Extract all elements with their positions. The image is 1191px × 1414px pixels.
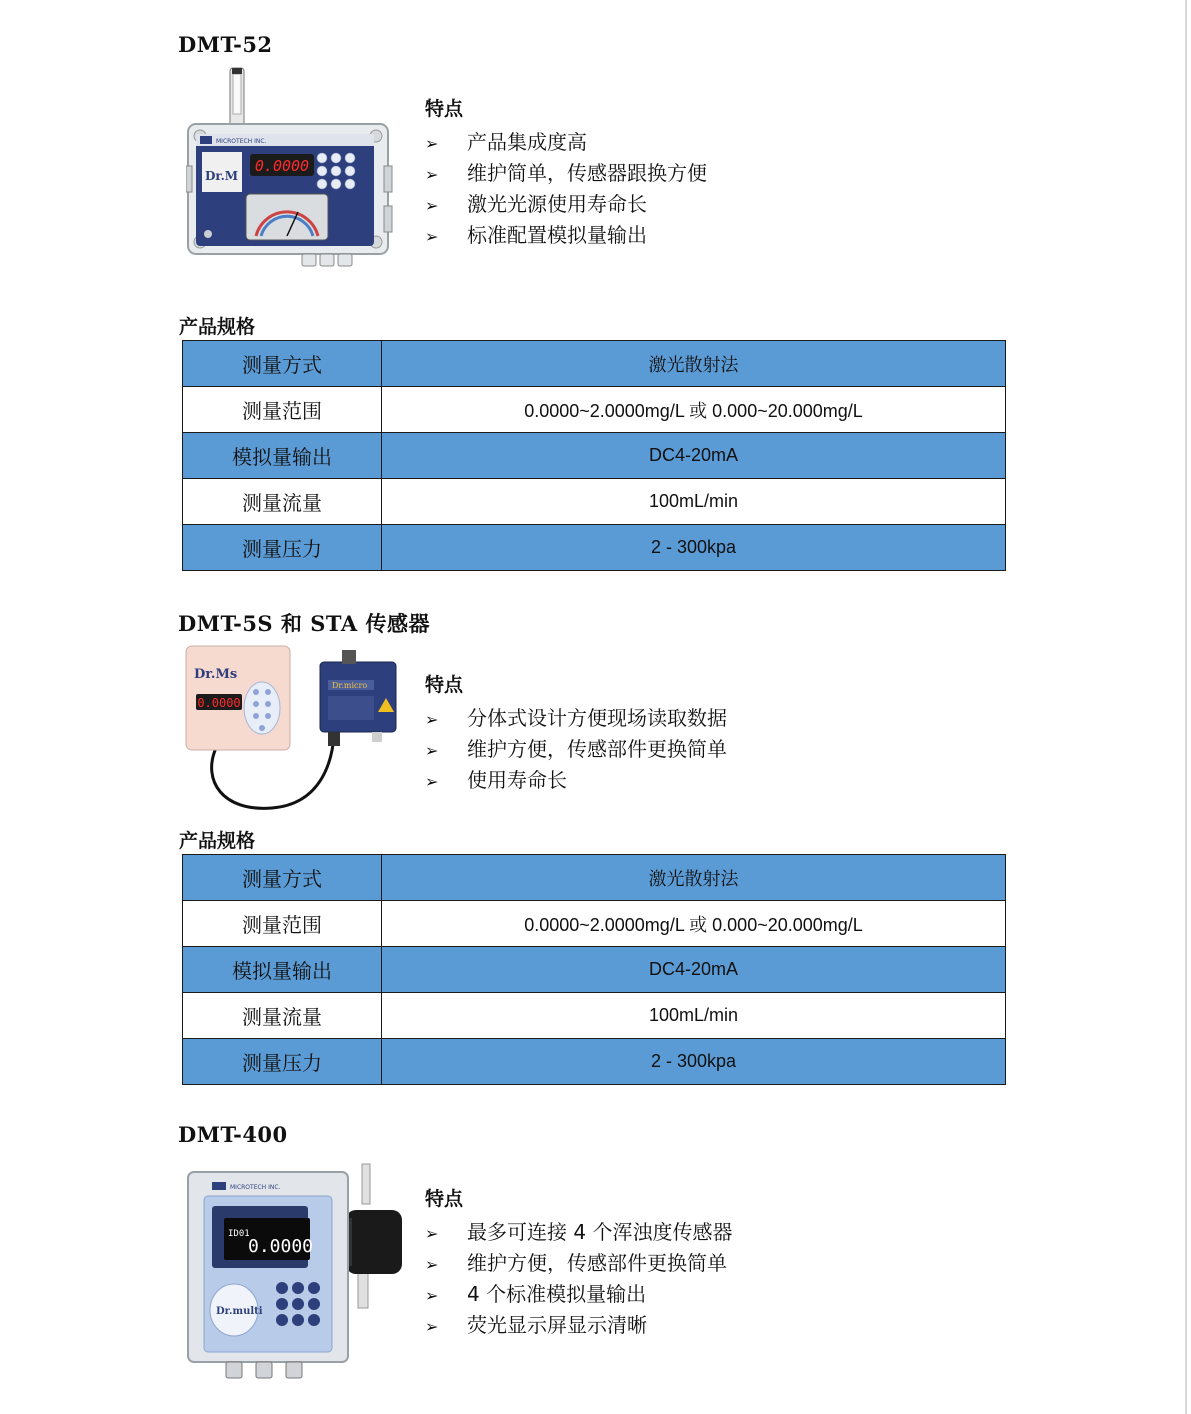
spec-label: 测量流量 [183, 479, 382, 525]
arrow-bullet-icon: ➢ [425, 741, 439, 760]
spec-value: 100mL/min [382, 479, 1006, 525]
arrow-bullet-icon: ➢ [425, 1255, 439, 1274]
table-row [183, 947, 1006, 993]
arrow-bullet-icon: ➢ [425, 710, 439, 729]
feature-item [425, 1310, 732, 1341]
spec-label: 模拟量输出 [183, 947, 382, 993]
spec-value: 激光散射法 [382, 341, 1006, 387]
table-row [183, 479, 1006, 525]
spec-label: 测量范围 [183, 387, 382, 433]
feature-item [425, 127, 707, 158]
features-heading: 特点 [425, 98, 464, 120]
spec-label: 测量流量 [183, 993, 382, 1039]
device-badge-text: MICROTECH INC. [230, 1184, 281, 1191]
spec-value: 100mL/min [382, 993, 1006, 1039]
spec-value: 2 - 300kpa [382, 525, 1006, 571]
device-brand-text: Dr.M [205, 169, 239, 183]
feature-text: 最多可连接 4 个浑浊度传感器 [467, 1220, 733, 1244]
table-row [183, 341, 1006, 387]
model-title: DMT-5S 和 STA 传感器 [178, 611, 430, 636]
table-row [183, 387, 1006, 433]
feature-text: 分体式设计方便现场读取数据 [467, 706, 727, 730]
feature-text: 激光光源使用寿命长 [467, 192, 647, 216]
spec-value: DC4-20mA [382, 947, 1006, 993]
sensor-brand-text: Dr.micro [332, 681, 368, 690]
feature-list [425, 1217, 732, 1341]
feature-text: 4 个标准模拟量输出 [467, 1282, 647, 1306]
page-right-border [1185, 0, 1187, 1414]
spec-heading: 产品规格 [179, 830, 256, 852]
feature-item [425, 765, 727, 796]
spec-label: 测量范围 [183, 901, 382, 947]
feature-text: 使用寿命长 [467, 768, 567, 792]
spec-table [182, 340, 1006, 571]
arrow-bullet-icon: ➢ [425, 1224, 439, 1243]
device-vfd-readout: 0.0000 [248, 1236, 314, 1257]
device-badge-text: MICROTECH INC. [216, 138, 267, 145]
feature-item [425, 220, 707, 251]
table-row [183, 433, 1006, 479]
feature-item [425, 1248, 732, 1279]
spec-label: 测量方式 [183, 855, 382, 901]
dmt52-device-image [186, 66, 396, 271]
feature-item [425, 703, 727, 734]
feature-item [425, 1279, 732, 1310]
spec-value: 0.0000~2.0000mg/L 或 0.000~20.000mg/L [382, 387, 1006, 433]
spec-label: 模拟量输出 [183, 433, 382, 479]
arrow-bullet-icon: ➢ [425, 1317, 439, 1336]
arrow-bullet-icon: ➢ [425, 772, 439, 791]
spec-value: 2 - 300kpa [382, 1039, 1006, 1085]
arrow-bullet-icon: ➢ [425, 1286, 439, 1305]
feature-item [425, 189, 707, 220]
features-heading: 特点 [425, 674, 464, 696]
feature-text: 产品集成度高 [467, 130, 587, 154]
feature-text: 标准配置模拟量输出 [467, 223, 647, 247]
spec-label: 测量压力 [183, 525, 382, 571]
controller-brand-text: Dr.Ms [194, 667, 238, 682]
table-row [183, 993, 1006, 1039]
feature-text: 维护方便，传感部件更换简单 [467, 737, 727, 761]
table-row [183, 901, 1006, 947]
arrow-bullet-icon: ➢ [425, 227, 439, 246]
spec-label: 测量方式 [183, 341, 382, 387]
device-channel-text: ID01 [228, 1229, 250, 1239]
device-brand-text: Dr.multi [216, 1306, 263, 1317]
feature-list [425, 127, 707, 251]
device-led-readout: 0.0000 [254, 157, 310, 175]
arrow-bullet-icon: ➢ [425, 134, 439, 153]
features-block [425, 94, 707, 251]
model-title: DMT-52 [178, 32, 273, 57]
arrow-bullet-icon: ➢ [425, 196, 439, 215]
feature-list [425, 703, 727, 796]
controller-led-readout: 0.0000 [197, 696, 241, 710]
model-title: DMT-400 [178, 1122, 288, 1147]
spec-value: DC4-20mA [382, 433, 1006, 479]
features-block [425, 670, 727, 796]
spec-table [182, 854, 1006, 1085]
spec-value: 0.0000~2.0000mg/L 或 0.000~20.000mg/L [382, 901, 1006, 947]
feature-item [425, 158, 707, 189]
spec-heading: 产品规格 [179, 316, 256, 338]
features-block [425, 1184, 732, 1341]
feature-text: 维护方便，传感部件更换简单 [467, 1251, 727, 1275]
feature-item [425, 1217, 732, 1248]
dmt400-device-image [186, 1162, 406, 1386]
spec-value: 激光散射法 [382, 855, 1006, 901]
feature-item [425, 734, 727, 765]
spec-label: 测量压力 [183, 1039, 382, 1085]
table-row [183, 1039, 1006, 1085]
table-row [183, 525, 1006, 571]
arrow-bullet-icon: ➢ [425, 165, 439, 184]
feature-text: 维护简单，传感器跟换方便 [467, 161, 707, 185]
table-row [183, 855, 1006, 901]
feature-text: 荧光显示屏显示清晰 [467, 1313, 647, 1337]
dmt5s-device-image [182, 640, 404, 816]
features-heading: 特点 [425, 1188, 464, 1210]
